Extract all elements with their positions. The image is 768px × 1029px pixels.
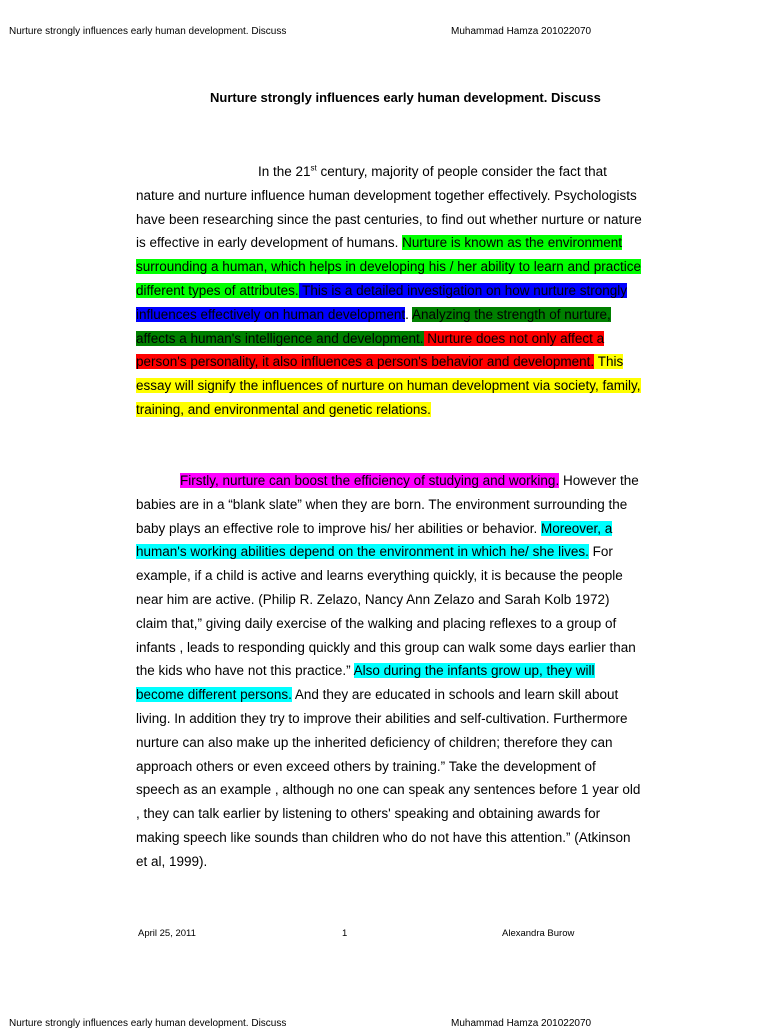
text-line: Firstly, nurture can boost the efficiency of studying and working. However the	[180, 473, 639, 488]
text-line	[136, 374, 656, 398]
text-line: living. In addition they try to improve their abilities and self-cultivation. Furthermore	[136, 710, 628, 726]
text-line: nurture can also make up the inherited deficiency of children; therefore they can	[136, 734, 613, 750]
highlight-green: different types of attributes.	[136, 282, 299, 298]
text-line	[136, 279, 656, 303]
text-line: approach others or even exceed others by training.” Take the development of	[136, 758, 596, 774]
text-line: babies are in a “blank slate” when they are born. The environment surrounding the	[136, 496, 628, 512]
text-line: example, if a child is active and learns everything quickly, it is because the people	[136, 568, 623, 584]
highlight-yellow: training, and environmental and genetic relations.	[136, 401, 431, 417]
text-line: speech as an example , although no one can speak any sentences before 1 year old	[136, 782, 641, 798]
footer-author: Alexandra Burow	[502, 928, 575, 939]
text-line: et al, 1999).	[136, 853, 208, 869]
highlight-yellow: essay will signify the influences of nurture on human development via society, family,	[136, 378, 641, 394]
text-line: infants , leads to responding quickly and this group can walk some days earlier than	[136, 639, 636, 655]
highlight-green: Nurture is known as the environment	[402, 235, 623, 251]
highlight-cyan: Also during the infants grow up, they will	[353, 663, 595, 679]
text-line: claim that,” giving daily exercise of the walking and placing reflexes to a group of	[136, 615, 617, 631]
highlight-red: Nurture does not only affect a	[423, 330, 605, 346]
paragraph-body	[136, 469, 656, 874]
text-line: , they can talk earlier by listening to others' speaking and obtaining awards for	[136, 806, 601, 822]
text-line: have been researching since the past centuries, to find out whether nurture or nature	[136, 211, 642, 227]
page-header-author: Muhammad Hamza 201022070	[451, 26, 592, 37]
text-line: influences effectively on human development. Analyzing the strength of nurture,	[136, 306, 611, 322]
page-header-title: Nurture strongly influences early human development. Discuss	[9, 26, 287, 37]
text-line	[136, 255, 656, 279]
highlight-dark-green: Analyzing the strength of nurture,	[411, 306, 611, 322]
highlight-magenta: Firstly, nurture can boost the efficiency of studying and working.	[180, 473, 560, 488]
text-line: nature and nurture influence human development together effectively. Psychologists	[136, 187, 637, 203]
essay-title: Nurture strongly influences early human development. Discuss	[210, 90, 601, 105]
highlight-cyan: become different persons.	[136, 687, 292, 703]
highlight-red: person's personality, it also influences a person's behavior and development.	[136, 354, 595, 370]
footer-date: April 25, 2011	[138, 928, 196, 939]
highlight-cyan: Moreover, a	[540, 520, 613, 536]
text-line: near him are active. (Philip R. Zelazo, Nancy Ann Zelazo and Sarah Kolb 1972)	[136, 591, 610, 607]
text-line: is effective in early development of humans. Nurture is known as the environment	[136, 235, 623, 251]
text-line	[136, 398, 656, 422]
text-line: become different persons. And they are educated in schools and learn skill about	[136, 687, 619, 703]
text-line: the kids who have not this practice.” Also during the infants grow up, they will	[136, 663, 595, 679]
highlight-blue: influences effectively on human development	[136, 306, 406, 322]
highlight-cyan: human's working abilities depend on the environment in which he/ she lives.	[136, 544, 589, 560]
text-line	[136, 327, 656, 351]
text-line: In the 21st century, majority of people consider the fact that	[258, 163, 607, 179]
highlight-yellow: This	[594, 354, 624, 370]
highlight-blue: This is a detailed investigation on how nurture strongly	[298, 282, 628, 298]
highlight-dark-green: affects a human's intelligence and development.	[136, 330, 424, 346]
text-line: baby plays an effective role to improve his/ her abilities or behavior. Moreover, a	[136, 520, 613, 536]
paragraph-intro	[136, 160, 656, 422]
text-line	[136, 350, 656, 374]
next-page-header-title: Nurture strongly influences early human development. Discuss	[9, 1018, 287, 1029]
footer-page-number: 1	[342, 928, 348, 939]
text-line: making speech like sounds than children who do not have this attention.” (Atkinson	[136, 829, 631, 845]
text-line: human's working abilities depend on the environment in which he/ she lives. For	[136, 544, 613, 560]
next-page-header-author: Muhammad Hamza 201022070	[451, 1018, 592, 1029]
highlight-green: surrounding a human, which helps in developing his / her ability to learn and practice	[136, 259, 642, 275]
